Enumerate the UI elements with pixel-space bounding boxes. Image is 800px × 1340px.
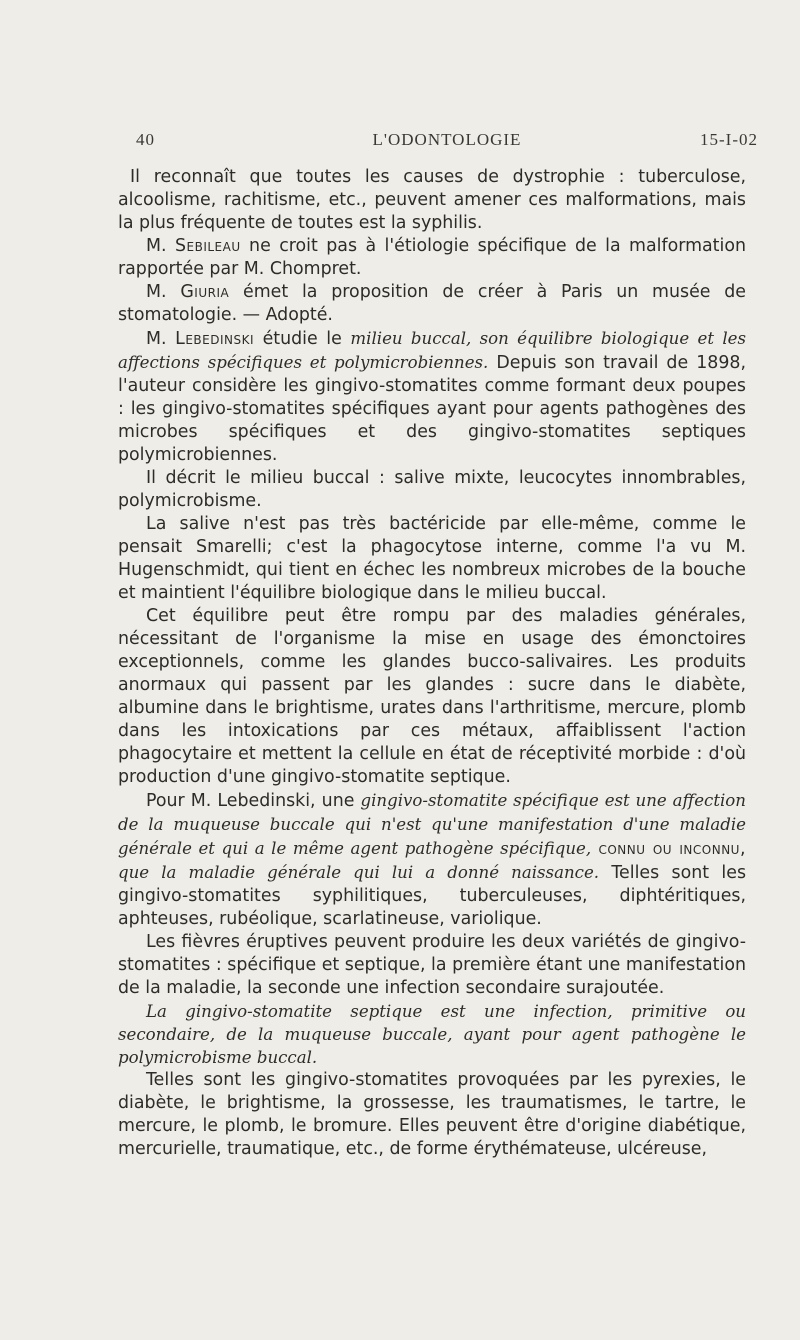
paragraph-10-definition-septic: La gingivo-stomatite septique est une infection, primitive ou secondaire, de la muqueuse buccale, ayant pour agent pathogène le polymicrobisme buccal.: [118, 1002, 746, 1067]
article-body: [118, 166, 746, 1161]
paragraph-1: Il reconnaît que toutes les causes de dystrophie : tuberculose, alcoolisme, rachitisme, etc., peuvent amener ces malformations, mais la plus fréquente de toutes est la syphilis.: [118, 167, 746, 233]
page-number: 40: [136, 130, 155, 149]
paragraph-6: La salive n'est pas très bactéricide par elle-même, comme le pensait Smarelli; c'est la phagocytose interne, comme l'a vu M. Hugenschmidt, qui tient en échec les nombreux microbes de la bouche et maintient l'équilibre biologique dans le milieu buccal.: [118, 514, 746, 603]
paragraph-8: Pour M. Lebedinski, une gingivo-stomatite spécifique est une affection de la muqueuse buccale qui n'est qu'une manifestation d'une maladie générale et qui a le même agent pathogène spécifique, connu ou inconnu, que la maladie générale qui lui a donné naissance. Telles sont les gingivo-stomatites syphilitiques, tuberculeuses, diphtéritiques, aphteuses, rubéolique, scarlatineuse, variolique.: [118, 791, 746, 929]
work-title: milieu buccal, son équilibre biologique et les affections spécifiques et polymicrobiennes.: [118, 329, 746, 372]
paragraph-3: M. Giuria émet la proposition de créer à Paris un musée de stomatologie. — Adopté.: [118, 282, 746, 325]
paragraph-5: Il décrit le milieu buccal : salive mixte, leucocytes innombrables, polymicrobisme.: [118, 468, 746, 511]
paragraph-9: Les fièvres éruptives peuvent produire les deux variétés de gingivo-stomatites : spécifique et septique, la première étant une manifestation de la maladie, la seconde une infection secondaire surajoutée.: [118, 932, 746, 998]
paragraph-2: M. Sebileau ne croit pas à l'étiologie spécifique de la malformation rapportée par M. Chompret.: [118, 236, 746, 279]
paragraph-4: M. Lebedinski étudie le milieu buccal, son équilibre biologique et les affections spécifiques et polymicrobiennes. Depuis son travail de 1898, l'auteur considère les gingivo-stomatites comme formant deux poupes : les gingivo-stomatites spécifiques ayant pour agents pathogènes des microbes spécifiques et des gingivo-stomatites septiques polymicrobiennes.: [118, 329, 746, 465]
person-name: Lebedinski: [175, 329, 254, 349]
definition-specific: gingivo-stomatite spécifique est une affection de la muqueuse buccale qui n'est qu'une manifestation d'une maladie générale et qui a le même agent pathogène spécifique,: [118, 791, 746, 858]
paragraph-7: Cet équilibre peut être rompu par des maladies générales, nécessitant de l'organisme la mise en usage des émonctoires exceptionnels, comme les glandes bucco-salivaires. Les produits anormaux qui passent par les glandes : sucre dans le diabète, albumine dans le brightisme, urates dans l'arthritisme, mercure, plomb dans les intoxications par ces métaux, affaiblissent l'action phagocytaire et mettent la cellule en état de réceptivité morbide : d'où production d'une gingivo-stomatite septique.: [118, 606, 746, 787]
journal-title: L'ODONTOLOGIE: [372, 130, 522, 149]
running-header: [136, 130, 758, 154]
paragraph-11: Telles sont les gingivo-stomatites provoquées par les pyrexies, le diabète, le brightisme, la grossesse, les traumatismes, le tartre, le mercure, le plomb, le bromure. Elles peuvent être d'origine diabétique, mercurielle, traumatique, etc., de forme érythémateuse, ulcéreuse,: [118, 1070, 746, 1159]
person-name: Sebileau: [174, 236, 241, 256]
person-name: Giuria: [180, 282, 230, 302]
issue-date: 15-I-02: [700, 130, 758, 149]
